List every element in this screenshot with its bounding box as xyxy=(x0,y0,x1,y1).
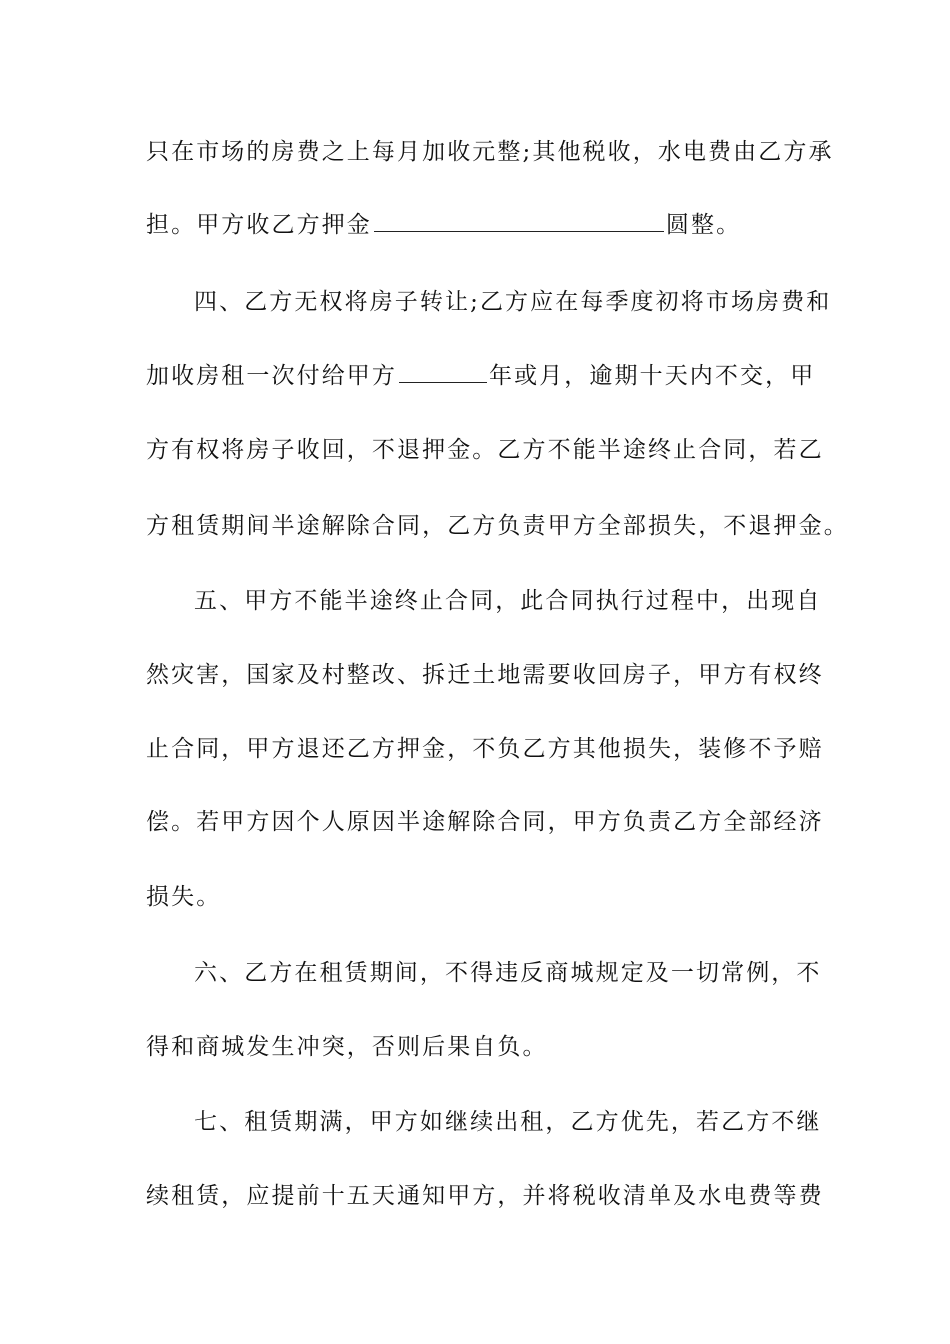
text-line xyxy=(146,877,826,917)
text-line xyxy=(146,132,834,172)
text-segment: 只在市场的房费之上每月加收元整;其他税收，水电费由乙方承 xyxy=(146,139,834,165)
text-segment: 方租赁期间半途解除合同，乙方负责甲方全部损失，不退押金。 xyxy=(146,513,849,539)
text-segment: 五、甲方不能半途终止合同，此合同执行过程中，出现自 xyxy=(194,588,822,614)
text-segment: 偿。若甲方因个人原因半途解除合同，甲方负责乙方全部经济 xyxy=(146,809,824,835)
text-line xyxy=(146,506,849,546)
text-line xyxy=(146,729,826,769)
text-line xyxy=(146,655,826,695)
text-segment: 六、乙方在租赁期间，不得违反商城规定及一切常例，不 xyxy=(194,960,822,986)
text-segment: 然灾害，国家及村整改、拆迁土地需要收回房子，甲方有权终 xyxy=(146,662,824,688)
text-segment: 年或月，逾期十天内不交，甲 xyxy=(489,363,816,389)
text-line xyxy=(146,1176,826,1216)
text-segment: 方有权将房子收回，不退押金。乙方不能半途终止合同，若乙 xyxy=(146,437,824,463)
text-line xyxy=(146,1027,826,1067)
text-segment: 七、租赁期满，甲方如继续出租，乙方优先，若乙方不继 xyxy=(194,1109,822,1135)
paragraph-first-line xyxy=(194,1102,874,1142)
text-line xyxy=(146,356,826,396)
text-segment: 加收房租一次付给甲方 xyxy=(146,363,397,389)
text-segment: 圆整。 xyxy=(665,212,742,238)
text-segment: 续租赁，应提前十五天通知甲方，并将税收清单及水电费等费 xyxy=(146,1183,824,1209)
text-line xyxy=(146,205,826,245)
text-segment: 止合同，甲方退还乙方押金，不负乙方其他损失，装修不予赔 xyxy=(146,736,824,762)
text-segment: 担。甲方收乙方押金 xyxy=(146,212,372,238)
text-segment: 四、乙方无权将房子转让;乙方应在每季度初将市场房费和 xyxy=(194,289,832,315)
paragraph-first-line xyxy=(194,581,874,621)
deposit-amount-blank xyxy=(374,209,664,232)
paragraph-first-line xyxy=(194,282,874,322)
text-line xyxy=(146,430,826,470)
text-line xyxy=(146,802,826,842)
text-segment: 损失。 xyxy=(146,884,222,910)
text-segment: 得和商城发生冲突，否则后果自负。 xyxy=(146,1034,548,1060)
payment-period-blank xyxy=(399,360,487,383)
paragraph-first-line xyxy=(194,953,874,993)
